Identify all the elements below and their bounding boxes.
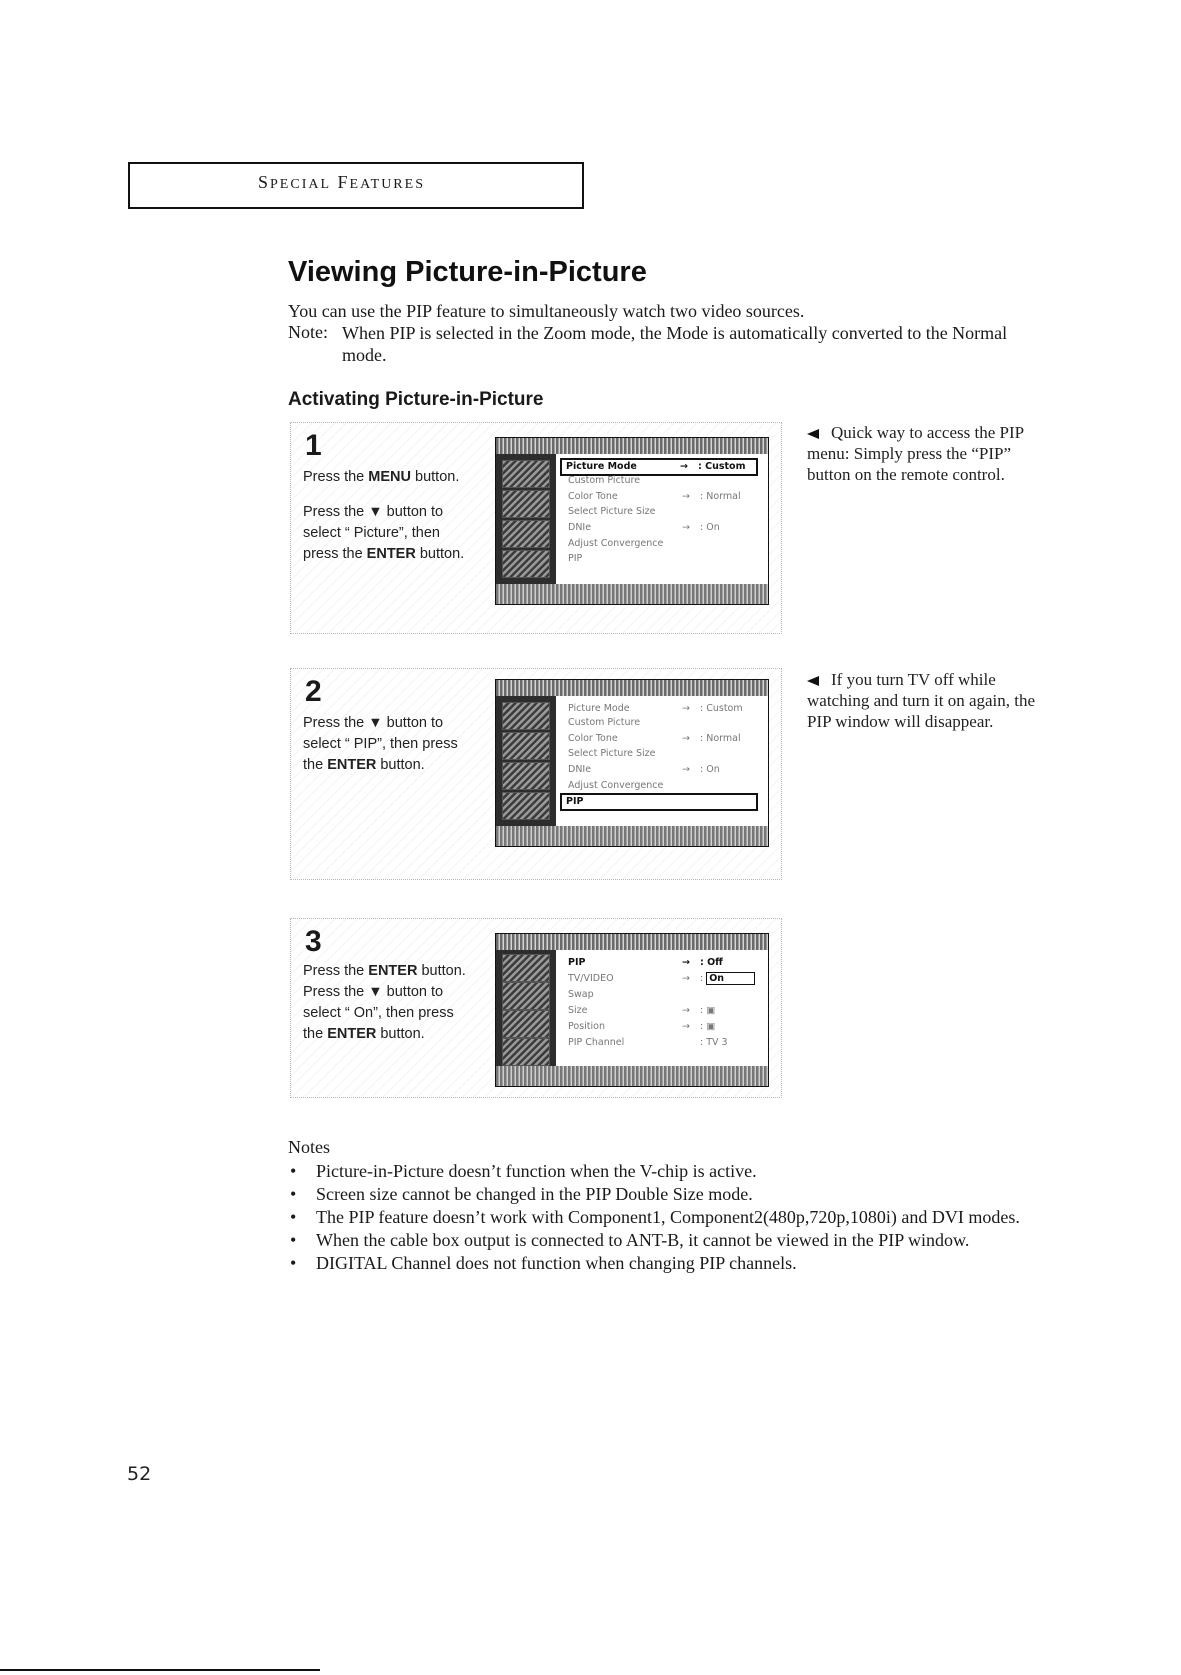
- step-instructions: [303, 467, 464, 565]
- step-line: select “ On”, then press: [303, 1005, 454, 1021]
- step-instructions: [303, 961, 466, 1045]
- menu-item-pip: PIP: [568, 553, 583, 564]
- menu-item-pip-channel: PIP Channel : TV 3: [568, 1037, 728, 1048]
- menu-category-icon: [502, 520, 550, 548]
- menu-title-bar: [496, 934, 768, 950]
- menu-item-pip: PIP → : Off: [568, 957, 723, 968]
- arrow-left-icon: [807, 676, 819, 686]
- step-line: Press the MENU button.: [303, 469, 460, 485]
- step-line: Press the ▼ button to: [303, 504, 444, 520]
- menu-icon-column: [496, 950, 556, 1066]
- list-item: • When the cable box output is connected to ANT-B, it cannot be viewed in the PIP window.: [288, 1229, 1068, 1252]
- menu-category-icon: [502, 982, 550, 1010]
- notes-heading: Notes: [288, 1137, 330, 1157]
- menu-item-color-tone: Color Tone → : Normal: [568, 733, 741, 744]
- step-number: 1: [305, 429, 322, 462]
- menu-category-icon: [502, 792, 550, 820]
- list-item: • DIGITAL Channel does not function when changing PIP channels.: [288, 1252, 1068, 1275]
- menu-panel: [556, 454, 768, 584]
- menu-item-position: Position → : ▣: [568, 1021, 716, 1032]
- section-subtitle: Activating Picture-in-Picture: [288, 389, 544, 410]
- menu-item-picture-size: Select Picture Size: [568, 506, 656, 517]
- menu-item-picture-size: Select Picture Size: [568, 748, 656, 759]
- menu-footer-bar: [496, 1066, 768, 1086]
- menu-icon-column: [496, 454, 556, 584]
- tip-power-off: If you turn TV off while watching and turn it on again, the PIP window will disappear.: [807, 670, 1036, 731]
- page-number: 52: [127, 1463, 152, 1485]
- section-header-label: SPECIAL FEATURES: [258, 172, 425, 192]
- menu-category-icon: [502, 762, 550, 790]
- step-3-panel: [290, 918, 782, 1098]
- step-1-panel: [290, 422, 782, 634]
- step-line: the ENTER button.: [303, 1026, 425, 1042]
- footer-rule: [0, 1669, 320, 1671]
- tv-menu-screenshot: [495, 933, 769, 1087]
- menu-item-swap: Swap: [568, 989, 594, 1000]
- menu-category-icon: [502, 732, 550, 760]
- step-line: select “ PIP”, then press: [303, 736, 458, 752]
- menu-icon-column: [496, 696, 556, 826]
- step-line: Press the ENTER button.: [303, 963, 466, 979]
- menu-item-picture-mode: Picture Mode → : Custom: [568, 703, 743, 714]
- arrow-left-icon: [807, 429, 819, 439]
- menu-item-size: Size → : ▣: [568, 1005, 716, 1016]
- menu-category-icon: [502, 954, 550, 982]
- selected-value-on: On: [706, 972, 755, 985]
- step-2-panel: [290, 668, 782, 880]
- menu-title-bar: [496, 680, 768, 696]
- list-item: • Screen size cannot be changed in the PIP Double Size mode.: [288, 1183, 1068, 1206]
- page-title: Viewing Picture-in-Picture: [288, 256, 647, 288]
- menu-item-custom-picture: Custom Picture: [568, 717, 641, 728]
- notes-list: [288, 1160, 1068, 1275]
- menu-item-dnie: DNIe → : On: [568, 522, 720, 533]
- menu-panel: [556, 950, 768, 1066]
- menu-footer-bar: [496, 584, 768, 604]
- menu-category-icon: [502, 550, 550, 578]
- tv-menu-screenshot: [495, 679, 769, 847]
- step-line: select “ Picture”, then: [303, 525, 440, 541]
- tip-quick-access: Quick way to access the PIP menu: Simply press the “PIP” button on the remote control.: [807, 423, 1024, 484]
- tv-menu-screenshot: [495, 437, 769, 605]
- menu-item-custom-picture: Custom Picture: [568, 475, 641, 486]
- menu-category-icon: [502, 702, 550, 730]
- menu-category-icon: [502, 1010, 550, 1038]
- step-line: press the ENTER button.: [303, 546, 465, 562]
- note-text: When PIP is selected in the Zoom mode, the Mode is automatically converted to the Normal mode.: [342, 323, 1008, 365]
- step-line: Press the ▼ button to: [303, 715, 444, 731]
- menu-item-tv-video: TV/VIDEO → : On: [564, 972, 754, 987]
- step-line: Press the ▼ button to: [303, 984, 444, 1000]
- intro-text: You can use the PIP feature to simultaneously watch two video sources.: [288, 301, 805, 321]
- menu-title-bar: [496, 438, 768, 454]
- menu-category-icon: [502, 1038, 550, 1066]
- list-item: • The PIP feature doesn’t work with Component1, Component2(480p,720p,1080i) and DVI modes.: [288, 1206, 1068, 1229]
- menu-item-dnie: DNIe → : On: [568, 764, 720, 775]
- menu-item-color-tone: Color Tone → : Normal: [568, 491, 741, 502]
- menu-footer-bar: [496, 826, 768, 846]
- menu-item-convergence: Adjust Convergence: [568, 538, 664, 549]
- menu-category-icon: [502, 490, 550, 518]
- step-number: 2: [305, 675, 322, 708]
- menu-item-convergence: Adjust Convergence: [568, 780, 664, 791]
- menu-item-picture-mode: Picture Mode → : Custom: [560, 458, 758, 476]
- note-label: Note:: [288, 322, 328, 342]
- step-instructions: [303, 713, 458, 776]
- step-line: the ENTER button.: [303, 757, 425, 773]
- menu-panel: [556, 696, 768, 826]
- menu-item-pip: PIP: [560, 793, 758, 811]
- menu-category-icon: [502, 460, 550, 488]
- list-item: • Picture-in-Picture doesn’t function when the V-chip is active.: [288, 1160, 1068, 1183]
- step-number: 3: [305, 925, 322, 958]
